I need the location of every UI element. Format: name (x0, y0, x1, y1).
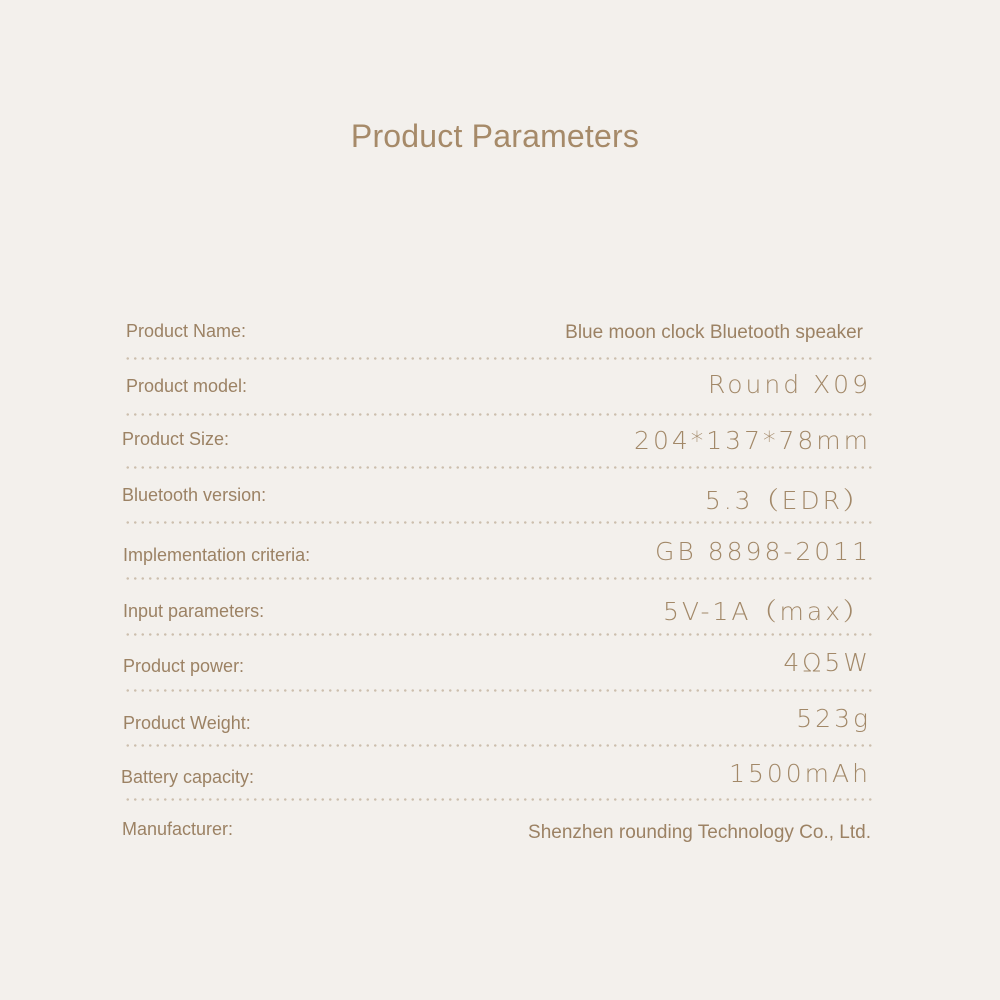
parameter-label: Battery capacity: (121, 767, 255, 787)
parameter-value: Shenzhen rounding Technology Co., Ltd. (528, 822, 871, 843)
parameter-label: Manufacturer: (122, 819, 234, 839)
parameter-label: Bluetooth version: (122, 485, 267, 505)
parameter-value: 4Ω5W (783, 648, 871, 677)
dotted-divider (124, 357, 876, 360)
page-title: Product Parameters (350, 118, 640, 154)
parameter-value: GB 8898-2011 (655, 537, 871, 566)
parameter-label: Product power: (123, 656, 245, 676)
parameter-value: 1500mAh (729, 759, 871, 788)
parameter-label: Input parameters: (123, 601, 265, 621)
parameter-value: Blue moon clock Bluetooth speaker (565, 322, 863, 343)
dotted-divider (124, 521, 876, 524)
parameter-value: 523g (796, 704, 871, 733)
parameter-label: Product Name: (126, 321, 247, 341)
parameter-value: Round X09 (708, 370, 871, 399)
parameter-label: Implementation criteria: (123, 545, 311, 565)
parameter-value: 5V-1A（max） (662, 597, 871, 626)
dotted-divider (124, 744, 876, 747)
parameter-value: 204*137*78mm (634, 426, 871, 455)
parameter-label: Product Weight: (123, 713, 251, 733)
dotted-divider (124, 689, 876, 692)
dotted-divider (124, 413, 876, 416)
dotted-divider (124, 577, 876, 580)
parameter-label: Product Size: (122, 429, 230, 449)
parameter-value: 5.3（EDR） (704, 486, 871, 515)
dotted-divider (124, 633, 876, 636)
dotted-divider (124, 466, 876, 469)
dotted-divider (124, 798, 876, 801)
parameter-label: Product model: (126, 376, 248, 396)
